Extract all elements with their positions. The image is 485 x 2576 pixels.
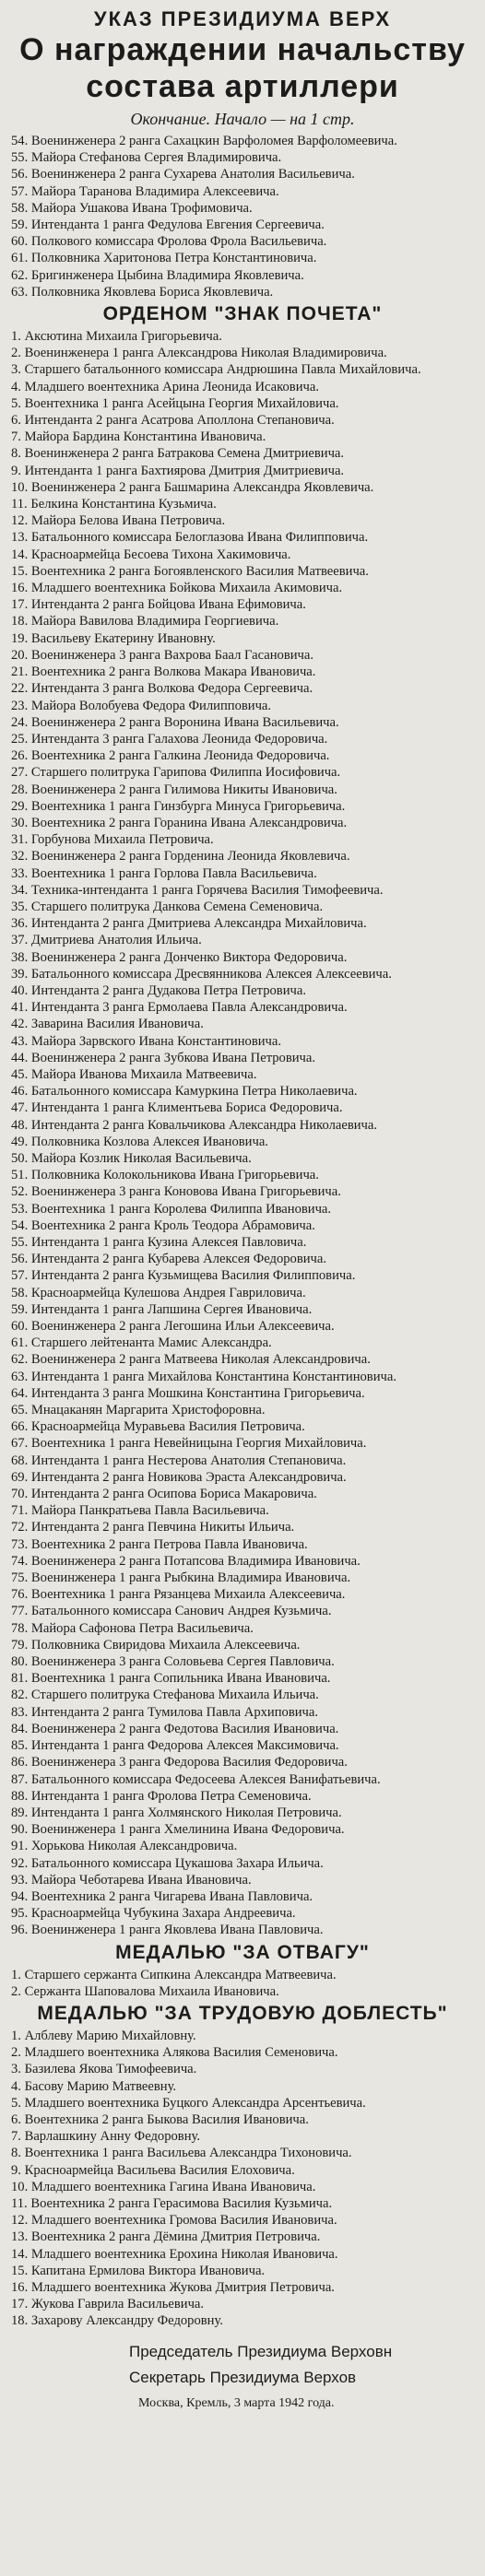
list-item: 2. Сержанта Шаповалова Михаила Ивановича. bbox=[11, 1983, 279, 1999]
section-heading: МЕДАЛЬЮ "ЗА ОТВАГУ" bbox=[115, 1941, 370, 1963]
list-item: 18. Майора Вавилова Владимира Георгиевича. bbox=[11, 614, 279, 629]
list-item: 37. Дмитриева Анатолия Ильича. bbox=[11, 933, 202, 948]
list-item: 14. Красноармейца Бесоева Тихона Хакимовича. bbox=[11, 547, 291, 562]
list-item: 39. Батальонного комиссара Дресвянникова Алексея Алексеевича. bbox=[11, 966, 392, 982]
list-item: 84. Военинженера 2 ранга Федотова Василия Ивановича. bbox=[11, 1721, 339, 1736]
list-item: 55. Интенданта 1 ранга Кузина Алексея Павловича. bbox=[11, 1235, 307, 1250]
list-item: 62. Военинженера 2 ранга Матвеева Николая Александровича. bbox=[11, 1352, 371, 1368]
list-item: 60. Полкового комиссара Фролова Фрола Васильевича. bbox=[11, 234, 327, 250]
award-list-continued bbox=[0, 133, 485, 300]
list-item: 3. Базилева Якова Тимофеевича. bbox=[11, 2062, 197, 2077]
list-item: 5. Младшего воентехника Буцкого Александра Арсентьевича. bbox=[11, 2095, 366, 2111]
list-item: 48. Интенданта 2 ранга Ковальчикова Александра Николаевича. bbox=[11, 1117, 378, 1133]
list-item: 86. Военинженера 3 ранга Федорова Василия Федоровича. bbox=[11, 1755, 348, 1770]
list-item: 82. Старшего политрука Стефанова Михаила Ильича. bbox=[11, 1688, 319, 1703]
list-item: 53. Воентехника 1 ранга Королева Филиппа Ивановича. bbox=[11, 1201, 332, 1217]
list-item: 22. Интенданта 3 ранга Волкова Федора Сергеевича. bbox=[11, 681, 313, 697]
list-item: 83. Интенданта 2 ранга Тумилова Павла Архиповича. bbox=[11, 1704, 319, 1720]
list-item: 58. Красноармейца Кулешова Андрея Гавриловича. bbox=[11, 1285, 306, 1300]
list-item: 69. Интенданта 2 ранга Новикова Эраста Александровича. bbox=[11, 1469, 347, 1485]
list-item: 70. Интенданта 2 ранга Осипова Бориса Макаровича. bbox=[11, 1487, 317, 1502]
list-item: 2. Младшего воентехника Алякова Василия Семеновича. bbox=[11, 2045, 338, 2061]
list-item: 56. Интенданта 2 ранга Кубарева Алексея Федоровича. bbox=[11, 1252, 326, 1267]
list-item: 56. Военинженера 2 ранга Сухарева Анатолия Васильевича. bbox=[11, 167, 355, 182]
list-item: 49. Полковника Козлова Алексея Ивановича. bbox=[11, 1134, 268, 1149]
list-item: 59. Интенданта 1 ранга Лапшина Сергея Ивановича. bbox=[11, 1301, 313, 1317]
list-item: 27. Старшего политрука Гарипова Филиппа Иосифовича. bbox=[11, 765, 341, 781]
list-item: 10. Военинженера 2 ранга Башмарина Александра Яковлевича. bbox=[11, 479, 374, 495]
list-item: 80. Военинженера 3 ранга Соловьева Сергея Павловича. bbox=[11, 1654, 335, 1670]
award-sections bbox=[0, 302, 485, 2330]
list-item: 31. Горбунова Михаила Петровича. bbox=[11, 832, 214, 848]
award-list bbox=[0, 1967, 485, 2000]
list-item: 14. Младшего воентехника Ерохина Николая Ивановича. bbox=[11, 2246, 338, 2262]
list-item: 38. Военинженера 2 ранга Донченко Виктора Федоровича. bbox=[11, 949, 348, 965]
list-item: 17. Жукова Гаврила Васильевича. bbox=[11, 2297, 205, 2312]
list-item: 11. Белкина Константина Кузьмича. bbox=[11, 497, 217, 512]
list-item: 61. Полковника Харитонова Петра Константиновича. bbox=[11, 251, 317, 266]
list-item: 73. Воентехника 2 ранга Петрова Павла Ивановича. bbox=[11, 1536, 308, 1552]
list-item: 92. Батальонного комиссара Цукашова Захара Ильича. bbox=[11, 1855, 324, 1871]
list-item: 33. Воентехника 1 ранга Горлова Павла Васильевича. bbox=[11, 865, 317, 881]
list-item: 5. Воентехника 1 ранга Асейцына Георгия Михайловича. bbox=[11, 395, 339, 411]
list-item: 71. Майора Панкратьева Павла Васильевича. bbox=[11, 1503, 269, 1519]
award-list bbox=[0, 2028, 485, 2330]
list-item: 81. Воентехника 1 ранга Сопильника Ивана Ивановича. bbox=[11, 1671, 331, 1687]
list-item: 32. Военинженера 2 ранга Горденина Леонида Яковлевича. bbox=[11, 849, 350, 865]
list-item: 25. Интенданта 3 ранга Галахова Леонида Федоровича. bbox=[11, 731, 328, 747]
list-item: 76. Воентехника 1 ранга Рязанцева Михаила Алексеевича. bbox=[11, 1587, 346, 1603]
list-item: 94. Воентехника 2 ранга Чигарева Ивана Павловича. bbox=[11, 1888, 313, 1904]
list-item: 87. Батальонного комиссара Федосеева Алексея Ванифатьевича. bbox=[11, 1771, 381, 1787]
chairman-line: Председатель Президиума Верховн bbox=[129, 2342, 393, 2360]
list-item: 41. Интенданта 3 ранга Ермолаева Павла Александровича. bbox=[11, 1000, 348, 1016]
list-item: 15. Капитана Ермилова Виктора Ивановича. bbox=[11, 2263, 266, 2278]
continuation-note: Окончание. Начало — на 1 стр. bbox=[130, 110, 355, 128]
secretary-line: Секретарь Президиума Верхов bbox=[129, 2368, 357, 2386]
list-item: 52. Военинженера 3 ранга Коновова Ивана Григорьевича. bbox=[11, 1184, 341, 1200]
list-item: 47. Интенданта 1 ранга Климентьева Бориса Федоровича. bbox=[11, 1100, 343, 1116]
list-item: 16. Младшего воентехника Жукова Дмитрия Петровича. bbox=[11, 2279, 335, 2295]
list-item: 20. Военинженера 3 ранга Вахрова Баал Гасановича. bbox=[11, 647, 314, 663]
list-item: 65. Мнацаканян Маргарита Христофоровна. bbox=[11, 1403, 266, 1418]
list-item: 63. Интенданта 1 ранга Михайлова Константина Константиновича. bbox=[11, 1369, 396, 1384]
list-item: 44. Военинженера 2 ранга Зубкова Ивана Петровича. bbox=[11, 1050, 316, 1065]
list-item: 10. Младшего воентехника Гагина Ивана Ивановича. bbox=[11, 2179, 316, 2194]
list-item: 3. Старшего батальонного комиссара Андрюшина Павла Михайловича. bbox=[11, 362, 421, 378]
list-item: 78. Майора Сафонова Петра Васильевича. bbox=[11, 1620, 254, 1636]
list-item: 72. Интенданта 2 ранга Певчина Никиты Ильича. bbox=[11, 1520, 295, 1535]
list-item: 35. Старшего политрука Данкова Семена Семеновича. bbox=[11, 899, 324, 914]
section-heading: МЕДАЛЬЮ "ЗА ТРУДОВУЮ ДОБЛЕСТЬ" bbox=[37, 2002, 448, 2024]
list-item: 26. Воентехника 2 ранга Галкина Леонида Федоровича. bbox=[11, 748, 330, 764]
list-item: 21. Воентехника 2 ранга Волкова Макара Ивановича. bbox=[11, 665, 316, 680]
list-item: 68. Интенданта 1 ранга Нестерова Анатолия Степановича. bbox=[11, 1453, 347, 1468]
list-item: 54. Военинженера 2 ранга Сахацкин Варфоломея Варфоломеевича. bbox=[11, 134, 397, 148]
list-item: 17. Интенданта 2 ранга Бойцова Ивана Ефимовича. bbox=[11, 597, 306, 613]
list-item: 54. Воентехника 2 ранга Кроль Теодора Абрамовича. bbox=[11, 1217, 315, 1233]
decree-date: Москва, Кремль, 3 марта 1942 года. bbox=[138, 2395, 335, 2410]
list-item: 89. Интенданта 1 ранга Холмянского Николая Петровича. bbox=[11, 1805, 342, 1820]
list-item: 62. Бригинженера Цыбина Владимира Яковлевича. bbox=[11, 267, 304, 283]
section-heading: ОРДЕНОМ "ЗНАК ПОЧЕТА" bbox=[102, 303, 383, 325]
list-item: 74. Военинженера 2 ранга Потапсова Владимира Ивановича. bbox=[11, 1553, 361, 1569]
list-item: 45. Майора Иванова Михаила Матвеевича. bbox=[11, 1066, 257, 1082]
list-item: 58. Майора Ушакова Ивана Трофимовича. bbox=[11, 200, 253, 216]
list-item: 61. Старшего лейтенанта Мамис Александра. bbox=[11, 1335, 272, 1351]
list-item: 8. Военинженера 2 ранга Батракова Семена Дмитриевича. bbox=[11, 446, 345, 462]
list-item: 64. Интенданта 3 ранга Мошкина Константина Григорьевича. bbox=[11, 1385, 365, 1401]
list-item: 88. Интенданта 1 ранга Фролова Петра Семеновича. bbox=[11, 1788, 312, 1804]
list-item: 55. Майора Стефанова Сергея Владимировича. bbox=[11, 150, 282, 166]
page-title-line-2: состава артиллери bbox=[86, 69, 399, 104]
list-item: 42. Заварина Василия Ивановича. bbox=[11, 1017, 204, 1032]
list-item: 12. Младшего воентехника Громова Василия Ивановича. bbox=[11, 2213, 337, 2229]
list-item: 9. Интенданта 1 ранга Бахтиярова Дмитрия Дмитриевича. bbox=[11, 463, 345, 478]
list-item: 4. Басову Марию Матвеевну. bbox=[11, 2078, 177, 2094]
list-item: 15. Воентехника 2 ранга Богоявленского Василия Матвеевича. bbox=[11, 563, 369, 579]
decree-heading: УКАЗ ПРЕЗИДИУМА ВЕРХ bbox=[93, 7, 392, 30]
list-item: 11. Воентехника 2 ранга Герасимова Василия Кузьмича. bbox=[11, 2195, 333, 2211]
list-item: 95. Красноармейца Чубукина Захара Андреевича. bbox=[11, 1906, 296, 1922]
page-title-line-1: О награждении начальству bbox=[19, 32, 466, 67]
list-item: 90. Военинженера 1 ранга Хмелинина Ивана Федоровича. bbox=[11, 1822, 345, 1838]
list-item: 8. Воентехника 1 ранга Васильева Александра Тихоновича. bbox=[11, 2146, 352, 2161]
list-item: 60. Военинженера 2 ранга Легошина Ильи Алексеевича. bbox=[11, 1319, 335, 1335]
list-item: 4. Младшего воентехника Арина Леонида Исаковича. bbox=[11, 379, 319, 394]
list-item: 79. Полковника Свиридова Михаила Алексеевича. bbox=[11, 1637, 301, 1653]
list-item: 6. Воентехника 2 ранга Быкова Василия Ивановича. bbox=[11, 2111, 309, 2127]
list-item: 2. Военинженера 1 ранга Александрова Николая Владимировича. bbox=[11, 346, 387, 361]
list-item: 57. Интенданта 2 ранга Кузьмищева Василия Филипповича. bbox=[11, 1268, 356, 1284]
list-item: 30. Воентехника 2 ранга Горанина Ивана Александровича. bbox=[11, 815, 348, 830]
list-item: 50. Майора Козлик Николая Васильевича. bbox=[11, 1150, 252, 1166]
list-item: 1. Алблеву Марию Михайловну. bbox=[11, 2028, 196, 2043]
list-item: 43. Майора Зарвского Ивана Константиновича. bbox=[11, 1033, 282, 1049]
list-item: 96. Военинженера 1 ранга Яковлева Ивана Павловича. bbox=[11, 1923, 324, 1938]
list-item: 57. Майора Таранова Владимира Алексеевича. bbox=[11, 183, 279, 199]
list-item: 59. Интенданта 1 ранга Федулова Евгения Сергеевича. bbox=[11, 218, 325, 233]
list-item: 6. Интенданта 2 ранга Асатрова Аполлона Степановича. bbox=[11, 413, 335, 429]
award-list bbox=[0, 328, 485, 1939]
list-item: 23. Майора Волобуева Федора Филипповича. bbox=[11, 698, 272, 713]
list-item: 29. Воентехника 1 ранга Гинзбурга Минуса Григорьевича. bbox=[11, 798, 346, 814]
list-item: 93. Майора Чеботарева Ивана Ивановича. bbox=[11, 1872, 252, 1888]
list-item: 7. Майора Бардина Константина Ивановича. bbox=[11, 429, 266, 445]
list-item: 7. Варлашкину Анну Федоровну. bbox=[11, 2129, 200, 2145]
list-item: 75. Военинженера 1 ранга Рыбкина Владимира Ивановича. bbox=[11, 1570, 351, 1586]
list-item: 19. Васильеву Екатерину Ивановну. bbox=[11, 630, 216, 646]
list-item: 46. Батальонного комиссара Камуркина Петра Николаевича. bbox=[11, 1084, 358, 1100]
list-item: 77. Батальонного комиссара Санович Андрея Кузьмича. bbox=[11, 1604, 332, 1619]
list-item: 51. Полковника Колокольникова Ивана Григорьевича. bbox=[11, 1168, 319, 1183]
list-item: 9. Красноармейца Васильева Василия Елоховича. bbox=[11, 2162, 295, 2178]
list-item: 13. Батальонного комиссара Белоглазова Ивана Филипповича. bbox=[11, 530, 369, 546]
list-item: 24. Военинженера 2 ранга Воронина Ивана Васильевича. bbox=[11, 714, 339, 730]
list-item: 13. Воентехника 2 ранга Дёмина Дмитрия Петровича. bbox=[11, 2229, 321, 2245]
list-item: 1. Старшего сержанта Сипкина Александра Матвеевича. bbox=[11, 1967, 337, 1982]
list-item: 18. Захарову Александру Федоровну. bbox=[11, 2313, 223, 2329]
list-item: 40. Интенданта 2 ранга Дудакова Петра Петровича. bbox=[11, 982, 306, 998]
list-item: 85. Интенданта 1 ранга Федорова Алексея Максимовича. bbox=[11, 1738, 339, 1754]
list-item: 12. Майора Белова Ивана Петровича. bbox=[11, 513, 226, 529]
list-item: 16. Младшего воентехника Бойкова Михаила Акимовича. bbox=[11, 581, 343, 596]
list-item: 91. Хорькова Николая Александровича. bbox=[11, 1839, 238, 1854]
list-item: 63. Полковника Яковлева Бориса Яковлевича. bbox=[11, 284, 274, 300]
list-item: 36. Интенданта 2 ранга Дмитриева Александра Михайловича. bbox=[11, 916, 367, 932]
list-item: 67. Воентехника 1 ранга Невейницына Георгия Михайловича. bbox=[11, 1436, 367, 1452]
list-item: 1. Аксютина Михаила Григорьевича. bbox=[11, 329, 222, 345]
list-item: 28. Военинженера 2 ранга Гилимова Никиты Ивановича. bbox=[11, 782, 337, 797]
signature-block bbox=[0, 2339, 485, 2417]
list-item: 66. Красноармейца Муравьева Василия Петровича. bbox=[11, 1419, 305, 1435]
list-item: 34. Техника-интенданта 1 ранга Горячева Василия Тимофеевича. bbox=[11, 882, 384, 898]
